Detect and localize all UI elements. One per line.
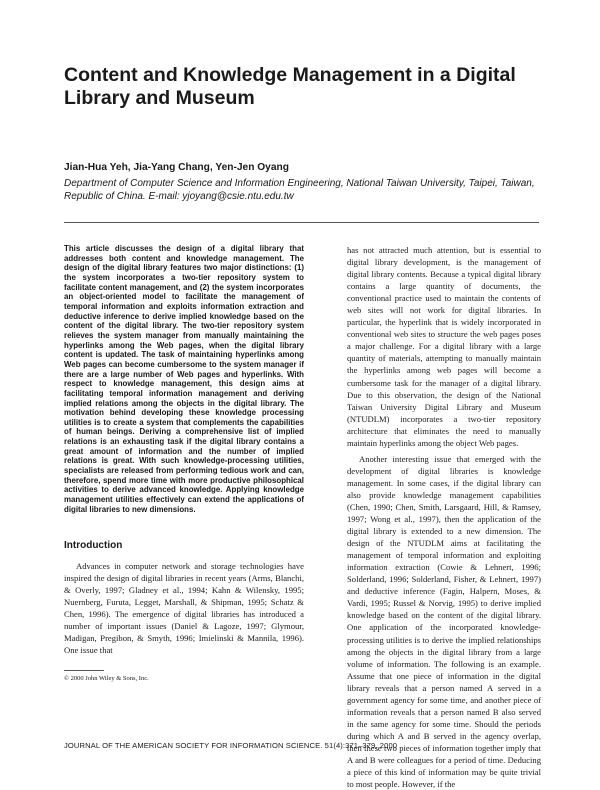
abstract-text: This article discusses the design of a digital library that addresses both content and knowledge management. The design of the digital library features two major distinctions: (1) the system incorporates a two-tier repository system to facilitate content management, and (2) the system incorporates an object-oriented model to facilitate the management of temporal information and exploits information extraction and deductive inference to derive implied knowledge based on the content of the digital library. The two-tier repository system relieves the system manager from manually maintaining the hyperlinks among the Web pages, when the digital library content is updated. The task of maintaining hyperlinks among Web pages can become cumbersome to the system manager if there are a large number of Web pages and hyperlinks. With respect to knowledge management, this design aims at facilitating temporal information management and deriving implied relations among the objects in the digital library. The motivation behind developing these knowledge processing utilities is to create a system that complements the capabilities of human beings. Deriving a comprehensive list of implied relations is an exhausting task if the digital library contains a great amount of information and the number of implied relations is great. With such knowledge-processing utilities, specialists are released from performing tedious work and can, therefore, spend more time with more productive philosophical activities to derive advanced knowledge. Applying knowledge management utilities effectively can extend the applications of digital libraries to new dimensions.	[64, 244, 304, 514]
article-title: Content and Knowledge Management in a Digital Library and Museum	[64, 64, 516, 109]
journal-footer: JOURNAL OF THE AMERICAN SOCIETY FOR INFORMATION SCIENCE. 51(4):371–379, 2000	[64, 741, 398, 750]
author-list: Jian-Hua Yeh, Jia-Yang Chang, Yen-Jen Oyang	[64, 162, 289, 173]
author-affiliation: Department of Computer Science and Information Engineering, National Taiwan University, Taipei, Taiwan, Republic of China. E-mail: yjoyang@csie.ntu.edu.tw	[64, 178, 535, 202]
right-column	[347, 244, 541, 790]
body-paragraph: Another interesting issue that emerged with the development of digital libraries is knowledge management. In some cases, if the digital library can also provide knowledge management capabilities (Chen, 1990; Chen, Smith, Larsgaard, Hill, & Ramsey, 1997; Wong et al., 1997), then the application of the digital library is extended to a new dimension. The design of the NTUDLM aims at facilitating the management of temporal information and exploiting information extraction (Cowie & Lehnert, 1996; Solderland, 1996; Solderland, Fisher, & Lehnert, 1997) and deductive inference (Fagin, Halpern, Moses, & Vardi, 1995; Russel & Norvig, 1995) to derive implied knowledge based on the content of the digital library. One application of the incorporated knowledge-processing utilities is to derive the implied relationships among the objects in the digital library from a large volume of information. The following is an example. Assume that one piece of information in the digital library reveals that a person named A served in a government agency for some time, and another piece of information reveals that a person named B also served in the same agency for some time. Should the periods during which A and B served in the agency overlap, then these two pieces of information together imply that A and B were colleagues for a period of time. Deducing a piece of this kind of information may be quite trivial to most people. However, if the	[347, 453, 541, 790]
body-paragraph: has not attracted much attention, but is essential to digital library development, is the management of digital library contents. Because a typical digital library contains a large quantity of documents, the conventional practice used to maintain the contents of web sites will not work for digital libraries. In particular, the hyperlink that is widely incorporated in conventional web sites to structure the web pages poses a major challenge. For a digital library with a large quantity of materials, attempting to manually maintain the hyperlinks among web pages will become a cumbersome task for the manager of a digital library. Due to this observation, the design of the National Taiwan University Digital Library and Museum (NTUDLM) incorporates a two-tier repository architecture that eliminates the need to manually maintain hyperlinks among the object Web pages.	[347, 245, 541, 448]
introduction-paragraph	[64, 560, 304, 656]
introduction-text: Advances in computer network and storage technologies have inspired the design of digital libraries in recent years (Arms, Blanchi, & Overly, 1997; Gladney et al., 1994; Kahn & Wilensky, 1995; Nuernberg, Furuta, Legget, Marshall, & Shipman, 1995; Schatz & Chen, 1996). The emergence of digital libraries has introduced a number of important issues (Daniel & Lagoze, 1997; Glymour, Madigan, Pregibon, & Smyth, 1996; Imielinski & Mannila, 1996). One issue that	[64, 561, 304, 656]
section-heading-introduction: Introduction	[64, 540, 123, 551]
header-divider	[64, 222, 539, 223]
copyright-footnote: © 2000 John Wiley & Sons, Inc.	[64, 675, 149, 682]
footnote-divider	[64, 670, 104, 671]
